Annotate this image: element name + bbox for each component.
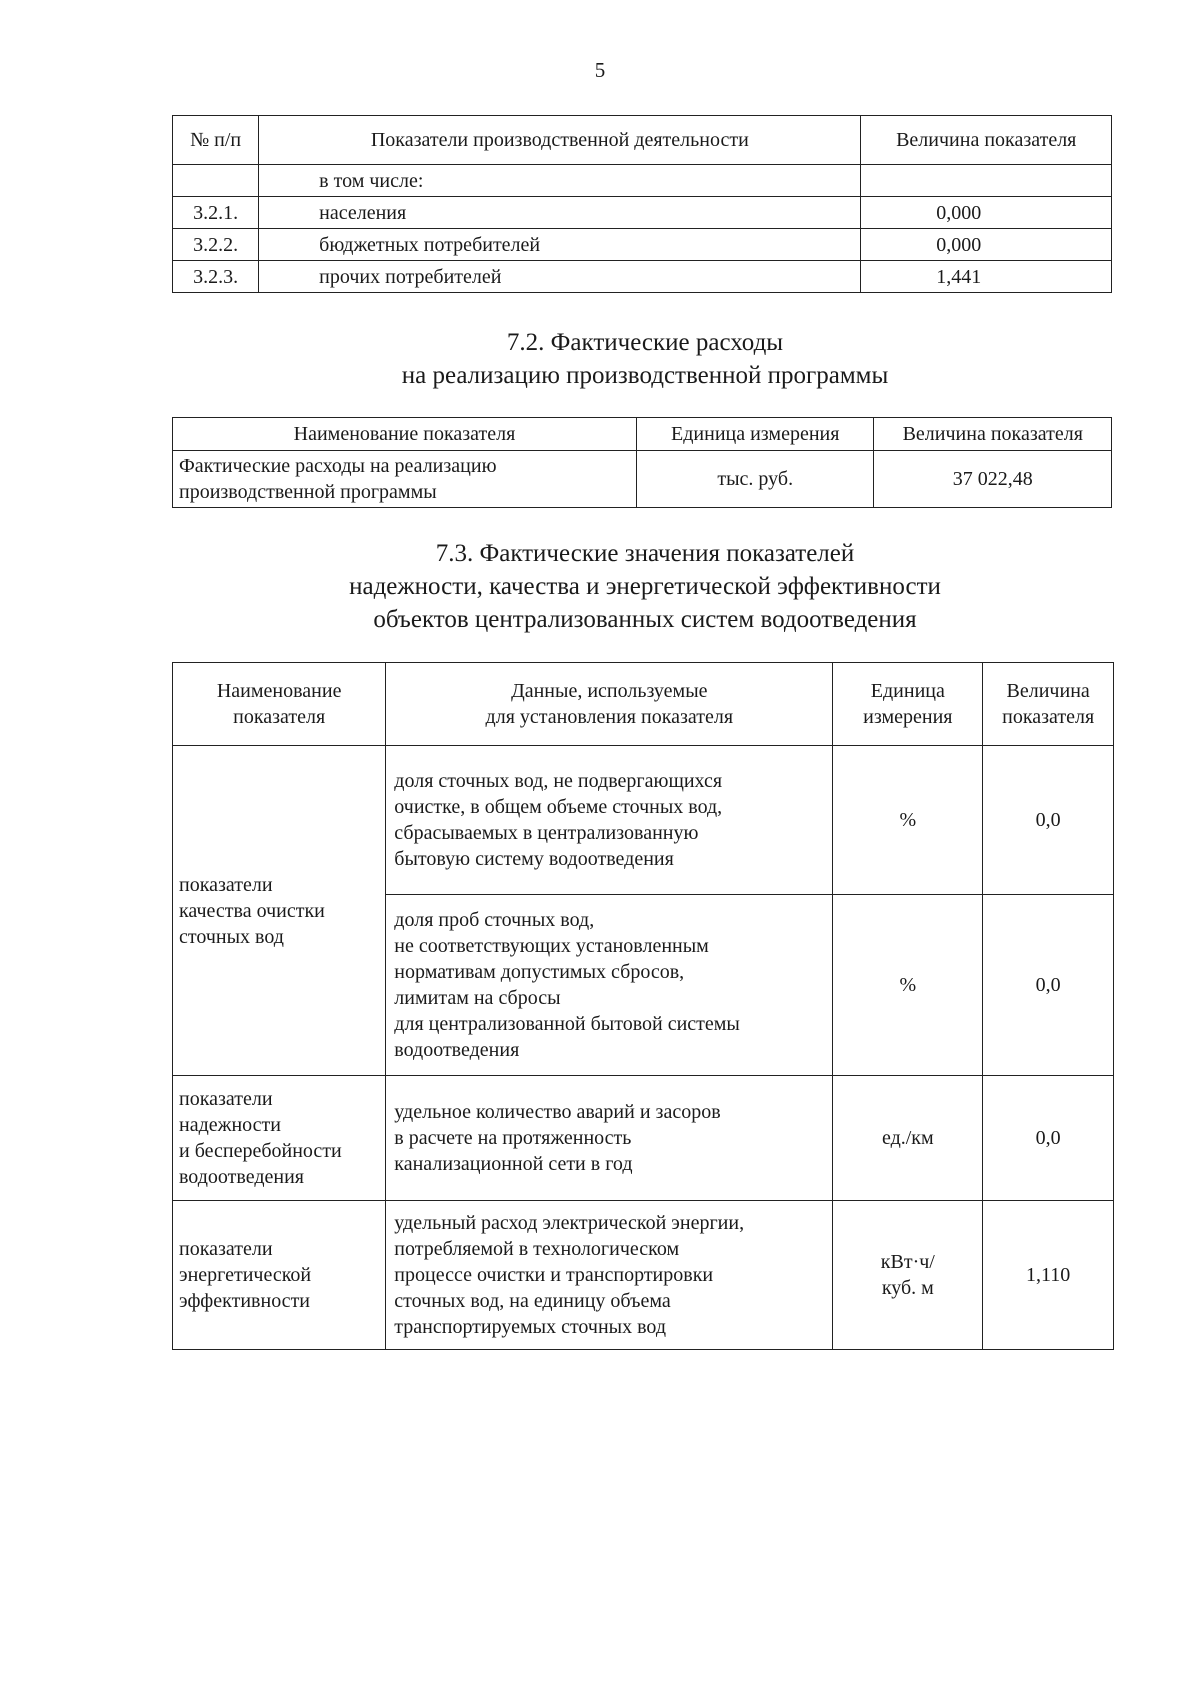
header-name: Наименование показателя (173, 663, 386, 746)
table-row (173, 746, 1114, 895)
table-header-row (173, 418, 1112, 451)
header-unit: Единица измерения (636, 418, 874, 451)
row-unit: тыс. руб. (636, 451, 874, 508)
table-row (173, 451, 1112, 508)
row-value: 0,0 (983, 1076, 1114, 1201)
row-unit: кВт·ч/ куб. м (833, 1201, 983, 1350)
production-indicators-table (172, 115, 1112, 293)
row-name: бюджетных потребителей (259, 229, 861, 261)
row-value (861, 165, 1112, 197)
row-data: удельный расход электрической энергии, потребляемой в технологическом процессе очистки и транспортировки сточных вод, на единицу объема транспортируемых сточных вод (386, 1201, 833, 1350)
row-unit: ед./км (833, 1076, 983, 1201)
row-name: Фактические расходы на реализацию производственной программы (173, 451, 637, 508)
row-name: показатели энергетической эффективности (173, 1201, 386, 1350)
header-indicators: Показатели производственной деятельности (259, 116, 861, 165)
table-header-row (173, 663, 1114, 746)
indicators-values-table (172, 662, 1114, 1350)
table-row (173, 197, 1112, 229)
row-value: 0,000 (861, 229, 1112, 261)
header-unit: Единица измерения (833, 663, 983, 746)
row-value: 1,110 (983, 1201, 1114, 1350)
table-row (173, 1076, 1114, 1201)
row-name: прочих потребителей (259, 261, 861, 293)
row-name: показатели качества очистки сточных вод (173, 746, 386, 1076)
table-header-row (173, 116, 1112, 165)
row-num (173, 165, 259, 197)
header-value: Величина показателя (861, 116, 1112, 165)
row-data: доля проб сточных вод, не соответствующих установленным нормативам допустимых сбросов, лимитам на сбросы для централизованной бытовой системы водоотведения (386, 895, 833, 1076)
table-row (173, 1201, 1114, 1350)
header-name: Наименование показателя (173, 418, 637, 451)
row-name: в том числе: (259, 165, 861, 197)
row-name: показатели надежности и бесперебойности водоотведения (173, 1076, 386, 1201)
row-unit: % (833, 746, 983, 895)
row-value: 37 022,48 (874, 451, 1112, 508)
header-data: Данные, используемые для установления показателя (386, 663, 833, 746)
table-row (173, 165, 1112, 197)
row-data: доля сточных вод, не подвергающихся очистке, в общем объеме сточных вод, сбрасываемых в централизованную бытовую систему водоотведения (386, 746, 833, 895)
page-number: 5 (594, 58, 606, 82)
section-7-2-title: 7.2. Фактические расходы на реализацию производственной программы (401, 329, 889, 389)
row-data: удельное количество аварий и засоров в расчете на протяженность канализационной сети в год (386, 1076, 833, 1201)
row-value: 0,000 (861, 197, 1112, 229)
header-value: Величина показателя (874, 418, 1112, 451)
header-num: № п/п (173, 116, 259, 165)
row-num: 3.2.1. (173, 197, 259, 229)
table-row (173, 229, 1112, 261)
row-num: 3.2.3. (173, 261, 259, 293)
row-value: 0,0 (983, 746, 1114, 895)
header-value: Величина показателя (983, 663, 1114, 746)
row-value: 0,0 (983, 895, 1114, 1076)
row-unit: % (833, 895, 983, 1076)
row-name: населения (259, 197, 861, 229)
actual-expenses-table (172, 417, 1112, 508)
table-row (173, 261, 1112, 293)
row-value: 1,441 (861, 261, 1112, 293)
row-num: 3.2.2. (173, 229, 259, 261)
section-7-3-title: 7.3. Фактические значения показателей надежности, качества и энергетической эффективности объектов централизованных систем водоотведения (349, 540, 941, 633)
